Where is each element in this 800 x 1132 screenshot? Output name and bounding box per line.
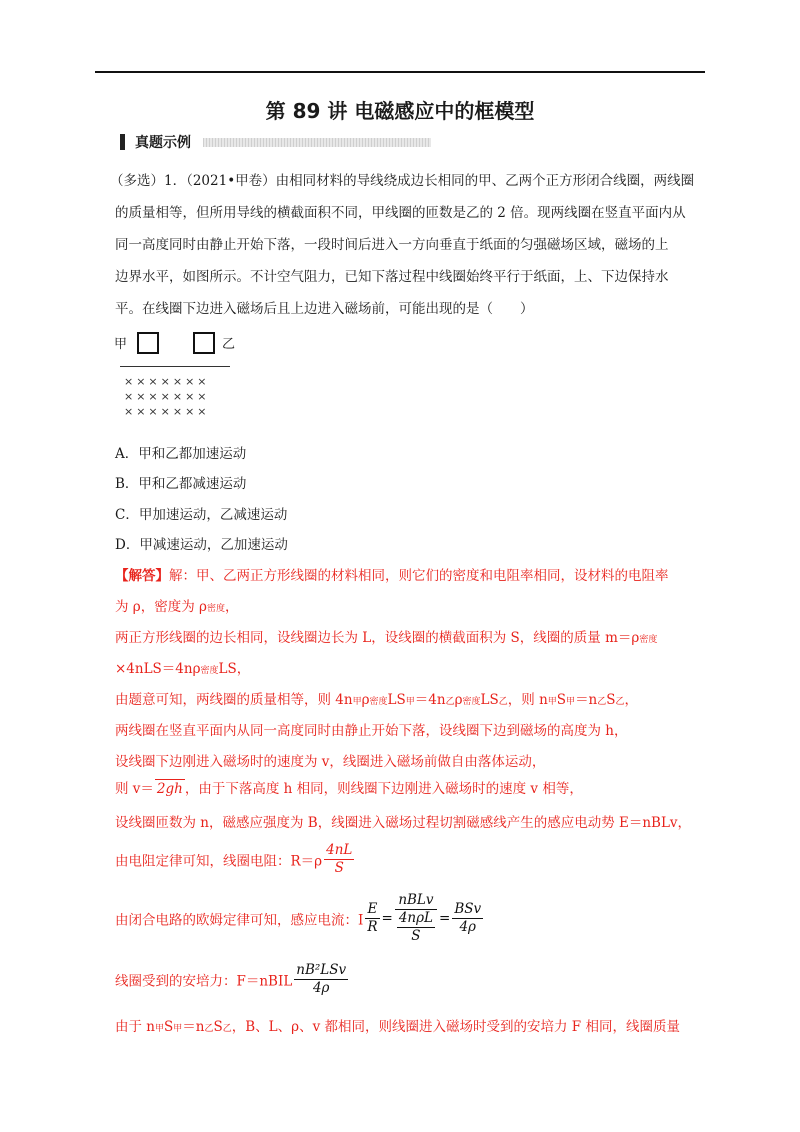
fraction-resistance: $\frac{4nL}{S}$ <box>326 842 353 876</box>
option-d: D．甲减速运动，乙加速运动 <box>115 537 288 553</box>
question-line-3: 同一高度同时由静止开始下落，一段时间后进入一方向垂直于纸面的匀强磁场区域，磁场的上 <box>115 237 669 253</box>
answer-line-12: 线圈受到的安培力：F＝nBIL $\frac{\text{nB²LSv}}{4\rho}$ <box>115 962 347 996</box>
section-stripe <box>203 138 431 147</box>
answer-line-8: 则 v＝ 2gh ，由于下落高度 h 相同，则线圈下边刚进入磁场时的速度 v 相等， <box>115 781 583 797</box>
answer-tag: 【解答】 <box>115 568 169 584</box>
fraction-current: $\frac{\text{nBLv}}{\frac{\text{4nρL}}{S}}$ <box>395 892 437 945</box>
section-bar <box>120 134 125 150</box>
answer-line-7: 设线圈下边刚进入磁场时的速度为 v，线圈进入磁场前做自由落体运动， <box>115 754 546 770</box>
fraction-e-over-r: $\frac{E}{R}$ <box>367 901 378 935</box>
answer-line-1: 【解答】解：甲、乙两正方形线圈的材料相同，则它们的密度和电阻率相同，设材料的电阻率 <box>115 568 669 584</box>
answer-line-2: 为 ρ，密度为 ρ密度， <box>115 599 239 615</box>
figure-label-jia: 甲 <box>114 337 128 352</box>
option-b: B．甲和乙都减速运动 <box>115 476 247 492</box>
answer-line-9: 设线圈匝数为 n，磁感应强度为 B，线圈进入磁场过程切割磁感线产生的感应电动势 E＝nBLv， <box>115 815 692 831</box>
answer-line-6: 两线圈在竖直平面内从同一高度同时由静止开始下落，设线圈下边到磁场的高度为 h， <box>115 723 628 739</box>
magnetic-field <box>124 374 210 419</box>
question-line-1: （多选）1．（2021•甲卷）由相同材料的导线绕成边长相同的甲、乙两个正方形闭合线圈，两线圈 <box>110 173 695 189</box>
question-line-4: 边界水平，如图所示。不计空气阻力，已知下落过程中线圈始终平行于纸面，上、下边保持水 <box>115 269 669 285</box>
field-row: ××××××× <box>124 390 210 403</box>
coil-jia <box>137 332 159 354</box>
field-row: ××××××× <box>124 375 210 388</box>
section-label: 真题示例 <box>135 135 191 151</box>
figure-label-yi: 乙 <box>222 337 236 352</box>
answer-line-4: ×4nLS＝4nρ密度LS， <box>115 661 251 677</box>
sqrt-2gh: 2gh <box>156 781 183 797</box>
coil-yi <box>193 332 215 354</box>
answer-line-10: 由电阻定律可知，线圈电阻：R＝ρ $\frac{4nL}{S}$ <box>115 842 353 876</box>
header-rule <box>95 71 705 73</box>
answer-line-3: 两正方形线圈的边长相同，设线圈边长为 L，设线圈的横截面积为 S，线圈的质量 m＝ρ密度 <box>115 630 658 646</box>
fraction-current-simplified: $\frac{\text{BSv}}{4\rho}$ <box>454 901 482 935</box>
fraction-inner: $\frac{\text{4nρL}}{S}$ <box>398 910 434 944</box>
page-title: 第 89 讲 电磁感应中的框模型 <box>265 99 535 123</box>
answer-line-5: 由题意可知，两线圈的质量相等，则 4n甲ρ密度LS甲＝4n乙ρ密度LS乙，则 n甲S甲＝n乙S乙， <box>115 692 639 708</box>
question-line-5: 平。在线圈下边进入磁场后且上边进入磁场前，可能出现的是（ ） <box>115 301 534 317</box>
option-a: A．甲和乙都加速运动 <box>115 446 247 462</box>
answer-line-11: 由闭合电路的欧姆定律可知，感应电流：I $\frac{E}{R}$ = $\frac{\text{nBLv}}{\frac{\text{4nρL}}{S}}$ = $\frac{\text{BSv}}{4\rho}$ <box>115 892 482 944</box>
question-line-2: 的质量相等，但所用导线的横截面积不同，甲线圈的匝数是乙的 2 倍。现两线圈在竖直平面内从 <box>115 205 686 221</box>
field-boundary <box>120 366 230 367</box>
fraction-force: $\frac{\text{nB²LSv}}{4\rho}$ <box>296 962 347 996</box>
section-header <box>120 132 431 152</box>
field-row: ××××××× <box>124 405 210 418</box>
option-c: C．甲加速运动，乙减速运动 <box>115 507 288 523</box>
answer-line-13: 由于 n甲S甲＝n乙S乙，B、L、ρ、v 都相同，则线圈进入磁场时受到的安培力 F 相同，线圈质量 <box>115 1019 680 1035</box>
